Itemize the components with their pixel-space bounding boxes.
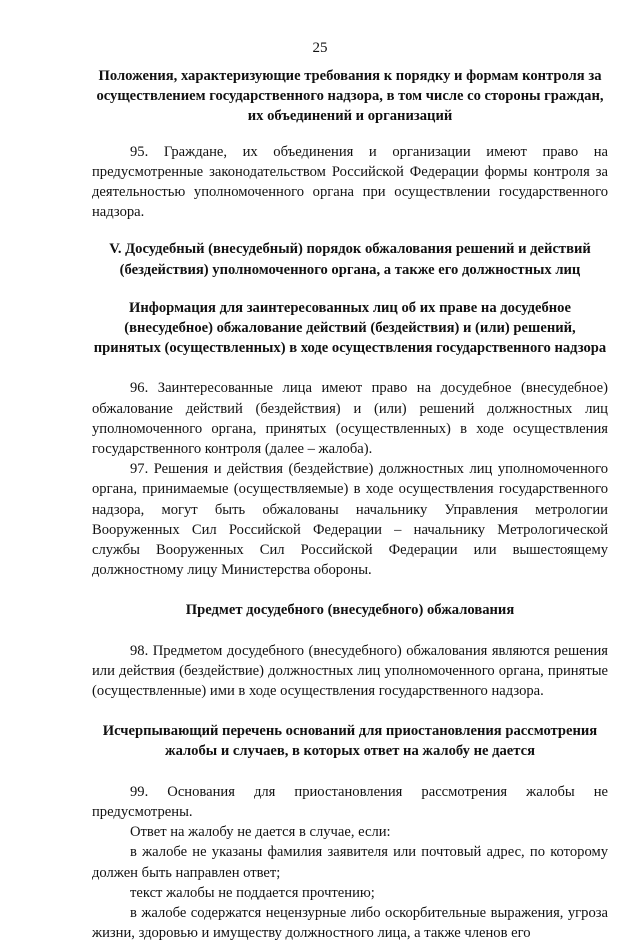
spacer <box>92 358 608 378</box>
paragraph-96: 96. Заинтересованные лица имеют право на досудебное (внесудебное) обжалование действий (бездействия) и (или) решений должностных лиц уполномоченного органа, принятых (осуществленных) в ходе осуществления государственного контроля (далее – жалоба). <box>92 380 608 458</box>
spacer <box>92 580 608 600</box>
paragraph-95: 95. Граждане, их объединения и организации имеют право на предусмотренные законодательством Российской Федерации формы контроля за деятельностью уполномоченного органа при осуществлении государственного надзора. <box>92 143 608 221</box>
paragraph-99: 99. Основания для приостановления рассмотрения жалобы не предусмотрены. <box>92 783 608 820</box>
spacer <box>92 621 608 641</box>
section-heading-control: Положения, характеризующие требования к порядку и формам контроля за осуществлением государственного надзора, в том числе со стороны граждан, их объединений и организаций <box>96 68 604 125</box>
page-number: 25 <box>312 40 328 56</box>
spacer <box>92 762 608 782</box>
paragraph-97: 97. Решения и действия (бездействие) должностных лиц уполномоченного органа, принимаемые (осуществляемые) в ходе осуществления государственного надзора, могут быть обжалованы начальнику Управления метрологии Вооруженных Сил Российской Федерации – начальнику Метрологической службы Вооруженных Сил Российской Федерации или вышестоящему должностному лицу Министерства обороны. <box>92 461 608 579</box>
spacer <box>92 701 608 721</box>
spacer <box>92 280 608 298</box>
spacer <box>92 222 608 239</box>
paragraph-98: 98. Предметом досудебного (внесудебного) обжалования являются решения или действия (бездействие) должностных лиц уполномоченного органа, принятые (осуществленные) ими в ходе осуществления государственного надзора. <box>92 642 608 700</box>
paragraph-99-case-1: в жалобе не указаны фамилия заявителя или почтовый адрес, по которому должен быть направлен ответ; <box>92 844 608 881</box>
section-heading-v: V. Досудебный (внесудебный) порядок обжалования решений и действий (бездействия) уполномоченного органа, а также его должностных лиц <box>109 241 591 278</box>
section-heading-subject: Предмет досудебного (внесудебного) обжалования <box>185 602 515 619</box>
paragraph-99-case-2: текст жалобы не поддается прочтению; <box>130 884 375 901</box>
spacer <box>92 127 608 142</box>
section-heading-grounds: Исчерпывающий перечень оснований для приостановления рассмотрения жалобы и случаев, в которых ответ на жалобу не дается <box>102 723 598 760</box>
paragraph-99-case-3: в жалобе содержатся нецензурные либо оскорбительные выражения, угроза жизни, здоровью и имуществу должностного лица, а также членов его <box>92 904 608 942</box>
document-content <box>92 66 608 943</box>
section-heading-information: Информация для заинтересованных лиц об их праве на досудебное (внесудебное) обжалование действий (бездействия) и (или) решений, принятых (осуществленных) в ходе осуществления государственного надзора <box>93 299 607 357</box>
paragraph-99-answer-intro: Ответ на жалобу не дается в случае, если: <box>130 824 391 841</box>
